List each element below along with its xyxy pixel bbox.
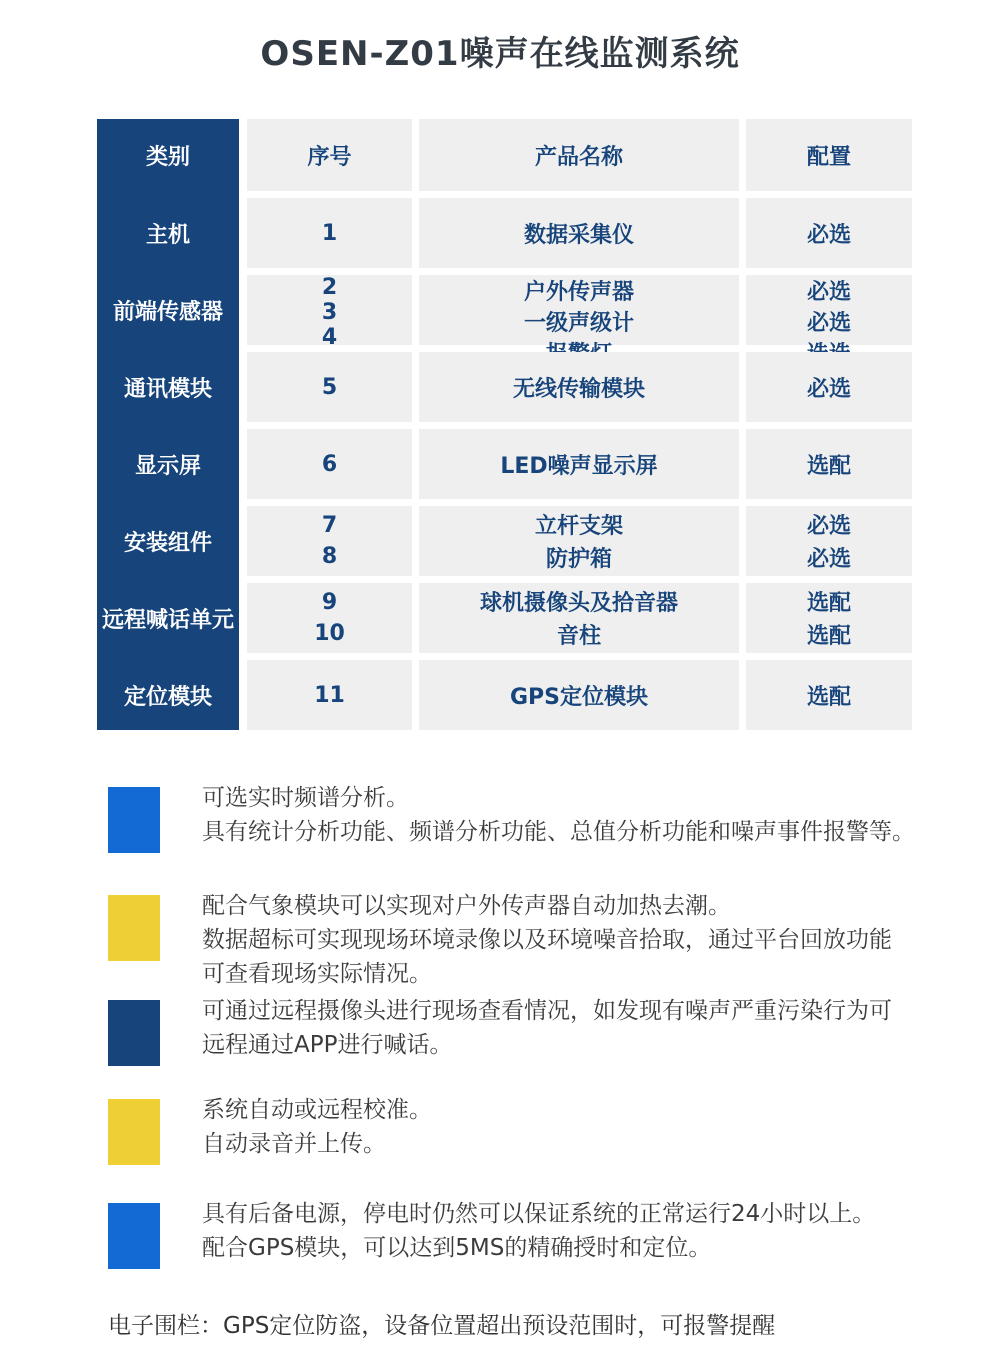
feature-item (108, 895, 1000, 1000)
column-header-category: 类别 (145, 144, 190, 170)
config-cell: 必选 (746, 352, 912, 422)
product-cell: LED噪声显示屏 (419, 429, 739, 499)
footer-note: 电子围栏：GPS定位防盗，设备位置超出预设范围时，可报警提醒 (108, 1313, 776, 1339)
product-cell: 立杆支架 防护箱 (419, 506, 739, 576)
product-cell: 无线传输模块 (419, 352, 739, 422)
index-cell: 1 (247, 198, 412, 268)
index-cell: 11 (247, 660, 412, 730)
table-row (247, 506, 912, 576)
feature-bullet-square (108, 1203, 160, 1269)
table-row (247, 583, 912, 653)
table-row (247, 660, 912, 730)
feature-item (108, 787, 1000, 895)
table-row (247, 275, 912, 350)
feature-text: 配合气象模块可以实现对户外传声器自动加热去潮。 数据超标可实现现场环境录像以及环境噪音拾取，通过平台回放功能 可查看现场实际情况。 (202, 893, 892, 987)
product-cell: 球机摄像头及拾音器 音柱 (419, 583, 739, 653)
table-body (247, 119, 912, 730)
feature-item (108, 1203, 1000, 1269)
index-cell: 6 (247, 429, 412, 499)
table-row (247, 352, 912, 422)
category-label: 安装组件 (123, 530, 212, 556)
feature-text: 可选实时频谱分析。 具有统计分析功能、频谱分析功能、总值分析功能和噪声事件报警等。 (202, 785, 915, 845)
index-cell: 2 3 4 (247, 275, 412, 345)
column-header-config: 配置 (746, 119, 912, 191)
index-cell: 5 (247, 352, 412, 422)
index-cell: 9 10 (247, 583, 412, 653)
table-header-row (247, 119, 912, 191)
table-row (247, 198, 912, 268)
category-label: 定位模块 (123, 684, 212, 710)
category-label: 显示屏 (134, 453, 201, 479)
category-label: 主机 (145, 222, 190, 248)
config-cell: 必选 必选 (746, 506, 912, 576)
table-row (247, 429, 912, 499)
index-cell: 7 8 (247, 506, 412, 576)
column-header-product: 产品名称 (419, 119, 739, 191)
feature-text: 可通过远程摄像头进行现场查看情况，如发现有噪声严重污染行为可 远程通过APP进行喊话。 (202, 998, 892, 1058)
feature-item (108, 1000, 1000, 1099)
config-cell: 必选 必选 (746, 275, 912, 345)
category-label: 前端传感器 (112, 299, 223, 325)
product-cell: GPS定位模块 (419, 660, 739, 730)
config-cell: 选配 选配 (746, 583, 912, 653)
config-cell: 必选 (746, 198, 912, 268)
config-cell: 选配 (746, 429, 912, 499)
product-cell: 数据采集仪 (419, 198, 739, 268)
config-cell: 选配 (746, 660, 912, 730)
feature-bullet-square (108, 895, 160, 961)
feature-bullet-square (108, 1000, 160, 1066)
category-label: 远程喊话单元 (101, 607, 234, 633)
feature-text: 具有后备电源，停电时仍然可以保证系统的正常运行24小时以上。 配合GPS模块，可以达到5MS的精确授时和定位。 (202, 1201, 876, 1261)
feature-bullet-square (108, 1099, 160, 1165)
product-cell: 户外传声器 一级声级计 (419, 275, 739, 345)
category-column (97, 119, 239, 730)
feature-text: 系统自动或远程校准。 自动录音并上传。 (202, 1097, 432, 1157)
feature-item (108, 1099, 1000, 1203)
product-spec-table (97, 119, 912, 730)
column-header-index: 序号 (247, 119, 412, 191)
feature-bullet-square (108, 787, 160, 853)
feature-list (108, 787, 1000, 1269)
page-title: OSEN-Z01噪声在线监测系统 (260, 34, 740, 74)
category-label: 通讯模块 (123, 376, 212, 402)
